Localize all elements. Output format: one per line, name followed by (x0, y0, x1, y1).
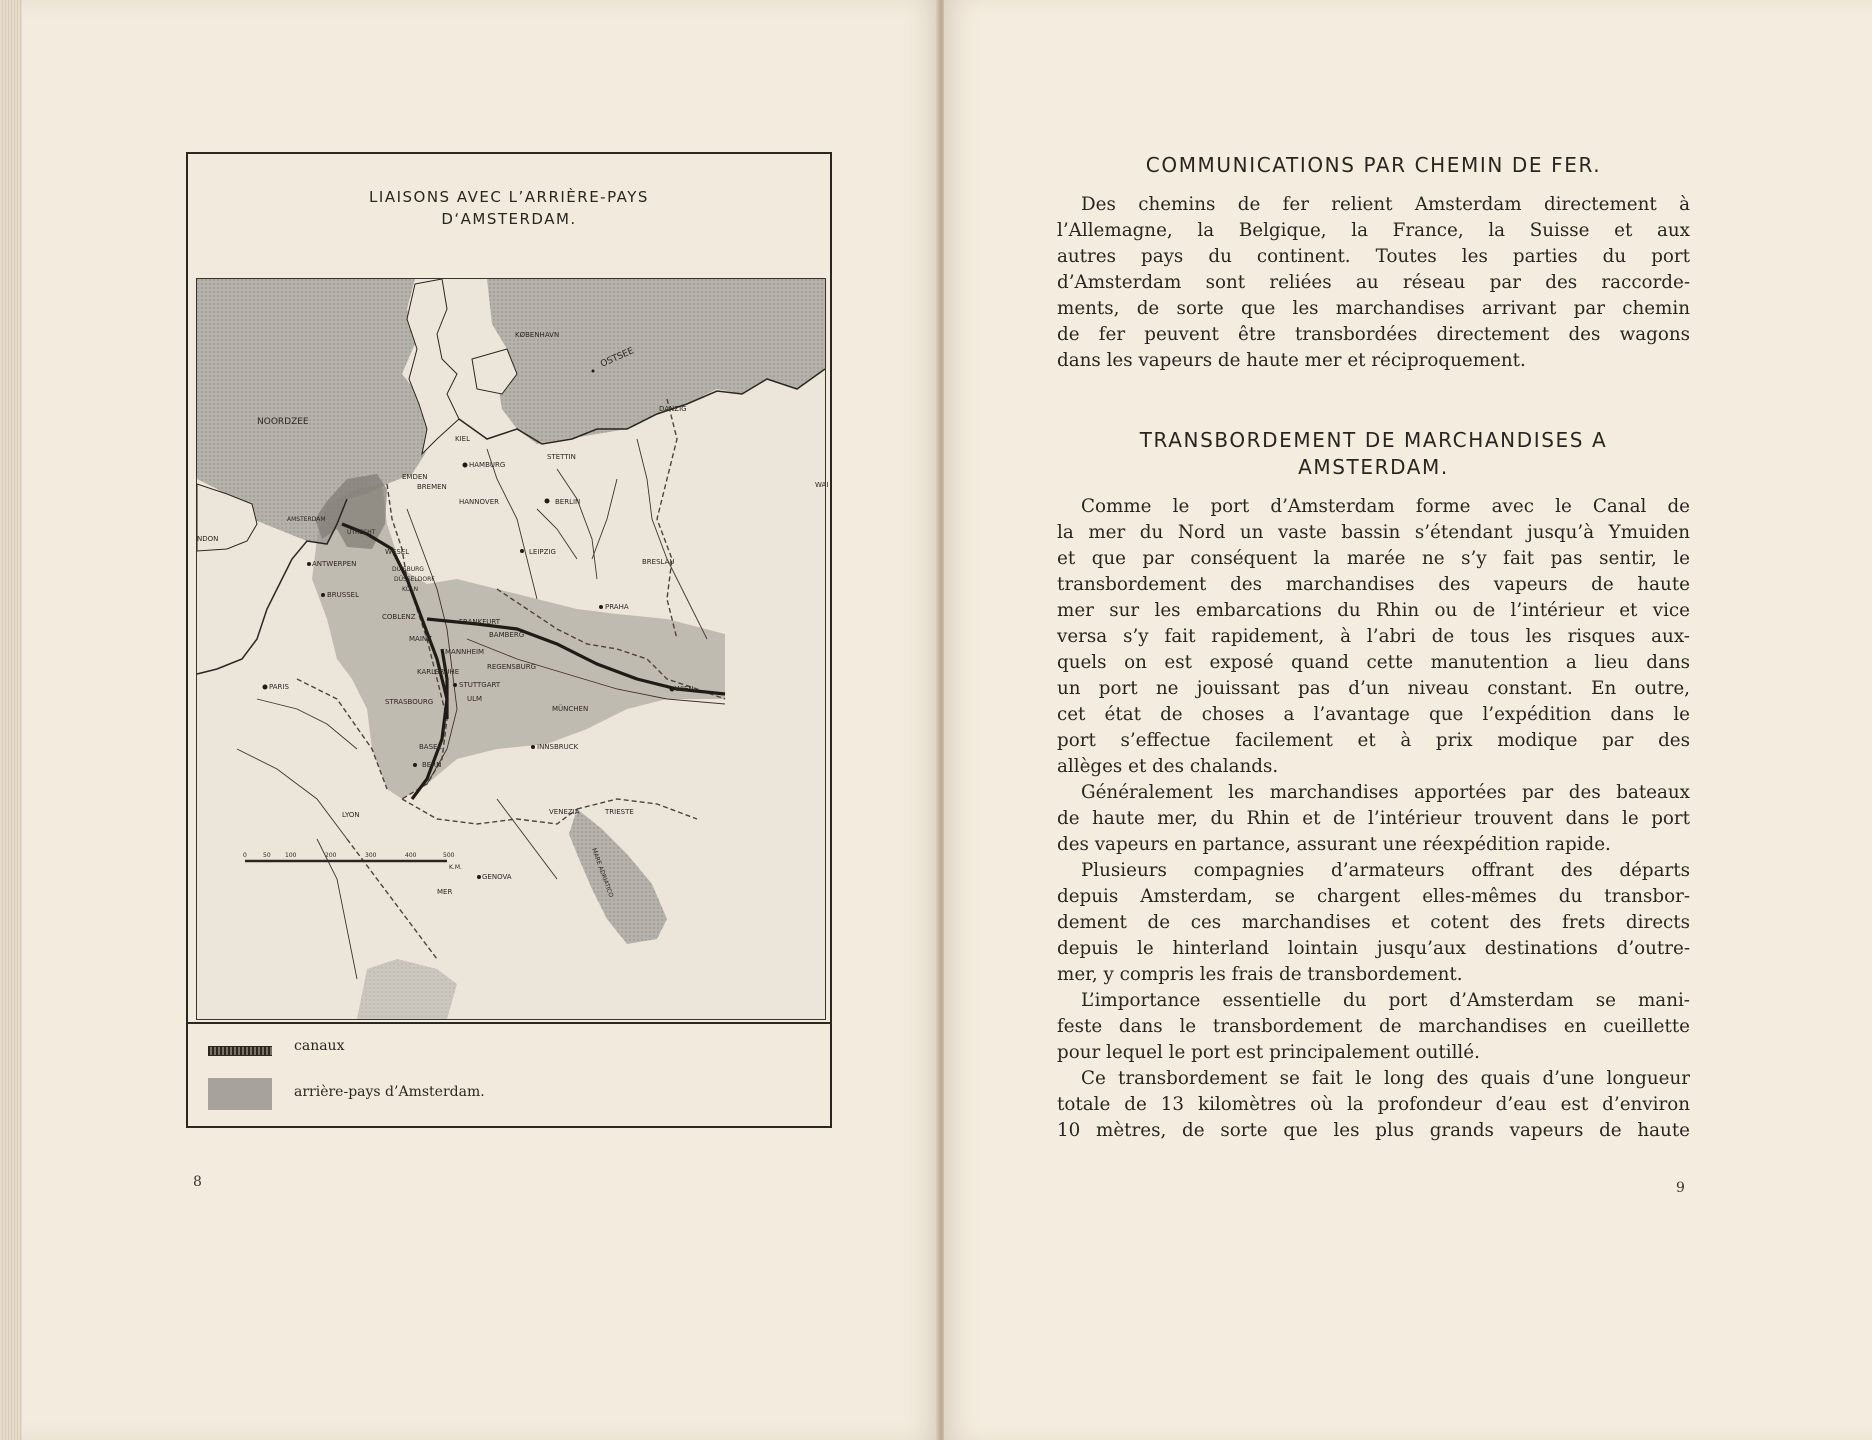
label-kobenhavn: KØBENHAVN (515, 331, 560, 339)
label-basel: BASEL (419, 743, 442, 751)
text-line: de haute mer, du Rhin et de l’intérieur trouvent dans le port (1057, 808, 1690, 829)
text-line: depuis le hinterland lointain jusqu’aux destinations d’outre- (1057, 938, 1690, 959)
label-bern: BERN (422, 761, 442, 769)
label-danzig: DANZIG (659, 405, 687, 413)
text-line: Comme le port d’Amsterdam forme avec le Canal de (1081, 496, 1690, 517)
text-line: 10 mètres, de sorte que les plus grands vapeurs de haute (1057, 1120, 1690, 1141)
text-line: des vapeurs en partance, assurant une réexpédition rapide. (1057, 834, 1611, 855)
text-line: Ce transbordement se fait le long des quais d’une longueur (1081, 1068, 1690, 1089)
text-line: mer, y compris les frais de transbordement. (1057, 964, 1463, 985)
label-noordzee: NOORDZEE (257, 417, 309, 427)
page-edges (0, 0, 22, 1440)
scale-tick-300: 300 (365, 852, 377, 859)
text-line: allèges et des chalands. (1057, 756, 1279, 777)
text-line: feste dans le transbordement de marchandises en cueillette (1057, 1016, 1690, 1037)
text-line: mer sur les embarcations du Rhin ou de l’intérieur et vice (1057, 600, 1690, 621)
label-coblenz: COBLENZ (382, 613, 416, 621)
text-line: dement de ces marchandises et cotent des frets directs (1057, 912, 1690, 933)
label-leipzig: LEIPZIG (529, 548, 556, 556)
scale-tick-500: 500 (443, 852, 455, 859)
text-line: L’importance essentielle du port d’Amsterdam se mani- (1081, 990, 1690, 1011)
map-figure (186, 152, 832, 1128)
heading-railways: COMMUNICATIONS PAR CHEMIN DE FER. (1145, 153, 1602, 177)
text-line: versa s’y fait rapidement, à l’abri de tous les risques aux- (1057, 626, 1690, 647)
heading-transshipment-line1: TRANSBORDEMENT DE MARCHANDISES A (1139, 428, 1608, 452)
label-wesel: WESEL (385, 548, 410, 556)
label-innsbruck: INNSBRUCK (537, 743, 579, 751)
text-line: port s’effectue facilement et à prix modique par des (1057, 730, 1690, 751)
text-line: dans les vapeurs de haute mer et réciproquement. (1057, 350, 1526, 371)
label-trieste: TRIESTE (605, 808, 634, 816)
map (196, 278, 829, 1020)
legend-divider (188, 1022, 830, 1024)
map-title-line1: LIAISONS AVEC L’ARRIÈRE-PAYS (369, 188, 649, 206)
scale-tick-50: 50 (263, 852, 271, 859)
section-transshipment (1057, 427, 1690, 481)
heading-transshipment-line2: AMSTERDAM. (1298, 455, 1449, 479)
label-antwerpen: ANTWERPEN (312, 560, 357, 568)
label-adriatico: MARE ADRIATICO (590, 847, 615, 899)
legend-hinterland-label: arrière-pays d’Amsterdam. (294, 1084, 485, 1100)
text-line: l’Allemagne, la Belgique, la France, la Suisse et aux (1057, 220, 1690, 241)
text-line: Généralement les marchandises apportées par des bateaux (1081, 782, 1690, 803)
text-line: transbordement des marchandises des vapeurs de haute (1057, 574, 1690, 595)
text-line: pour lequel le port est principalement outillé. (1057, 1042, 1480, 1063)
label-venezia: VENEZIA (549, 808, 580, 816)
legend-canals-label: canaux (294, 1038, 345, 1054)
label-lyon: LYON (342, 811, 360, 819)
scale-tick-200: 200 (325, 852, 337, 859)
label-praha: PRAHA (605, 603, 629, 611)
section-railways (1057, 152, 1690, 179)
label-amsterdam: AMSTERDAM (287, 516, 326, 523)
label-km: K.M. (449, 864, 462, 871)
scale-tick-100: 100 (285, 852, 297, 859)
label-wien: WIEN (675, 685, 694, 693)
label-berlin: BERLIN (555, 498, 581, 506)
legend-canal-swatch (208, 1046, 272, 1056)
label-regensburg: REGENSBURG (487, 663, 537, 671)
label-mannheim: MANNHEIM (445, 648, 485, 656)
map-drawing (197, 279, 829, 1019)
label-bamberg: BAMBERG (489, 631, 525, 639)
label-ulm: ULM (467, 695, 483, 703)
label-kiel: KIEL (455, 435, 470, 443)
text-line: Plusieurs compagnies d’armateurs offrant des départs (1081, 860, 1690, 881)
label-utrecht: UTRECHT (347, 529, 376, 536)
label-karlsruhe: KARLSRUHE (417, 668, 460, 676)
label-hannover: HANNOVER (459, 498, 499, 506)
text-line: d’Amsterdam sont reliées au réseau par des raccorde- (1057, 272, 1690, 293)
label-dusseldorf: DÜSSELDORF (394, 576, 435, 583)
scale-tick-400: 400 (405, 852, 417, 859)
label-london: NDON (197, 535, 219, 543)
label-mainz: MAINZ (409, 635, 432, 643)
text-line: quels on est exposé quand cette manutention a lieu dans (1057, 652, 1690, 673)
label-koln: KÖLN (402, 586, 419, 593)
page-number-right: 9 (1676, 1180, 1685, 1196)
label-stettin: STETTIN (547, 453, 576, 461)
legend-hinterland-swatch (208, 1078, 272, 1110)
map-title (188, 186, 830, 230)
label-brussel: BRUSSEL (327, 591, 359, 599)
text-line: cet état de choses a l’avantage que l’expédition dans le (1057, 704, 1690, 725)
label-paris: PARIS (269, 683, 289, 691)
text-line: de fer peuvent être transbordées directement des wagons (1057, 324, 1690, 345)
label-hamburg: HAMBURG (469, 461, 506, 469)
label-ostsee: OSTSEE (599, 346, 636, 370)
label-mer: MER (437, 888, 453, 896)
label-strasbourg: STRASBOURG (385, 698, 434, 706)
text-line: autres pays du continent. Toutes les parties du port (1057, 246, 1690, 267)
label-duisburg: DUISBURG (392, 566, 424, 573)
map-title-line2: D‘AMSTERDAM. (441, 210, 577, 228)
text-line: Des chemins de fer relient Amsterdam directement à (1081, 194, 1690, 215)
text-line: totale de 13 kilomètres où la profondeur d’eau est d’environ (1057, 1094, 1690, 1115)
transshipment-body (1057, 494, 1690, 1144)
scale-tick-0: 0 (243, 852, 247, 859)
text-line: un port ne jouissant pas d’un niveau constant. En outre, (1057, 678, 1690, 699)
text-line: et que par conséquent la marée ne s’y fait pas sentir, le (1057, 548, 1690, 569)
label-emden: EMDEN (402, 473, 428, 481)
label-frankfurt: FRANKFURT (459, 618, 501, 626)
label-wai: WAI (815, 481, 829, 489)
label-genova: GENOVA (482, 873, 512, 881)
page-number-left: 8 (193, 1174, 202, 1190)
text-line: ments, de sorte que les marchandises arrivant par chemin (1057, 298, 1690, 319)
label-stuttgart: STUTTGART (459, 681, 501, 689)
text-line: depuis Amsterdam, se chargent elles-mêmes du transbor- (1057, 886, 1690, 907)
text-line: la mer du Nord un vaste bassin s’étendant jusqu’à Ymuiden (1057, 522, 1690, 543)
label-munchen: MÜNCHEN (552, 705, 589, 713)
label-bremen: BREMEN (417, 483, 447, 491)
label-breslau: BRESLAU (642, 558, 675, 566)
railways-paragraph (1057, 192, 1690, 374)
